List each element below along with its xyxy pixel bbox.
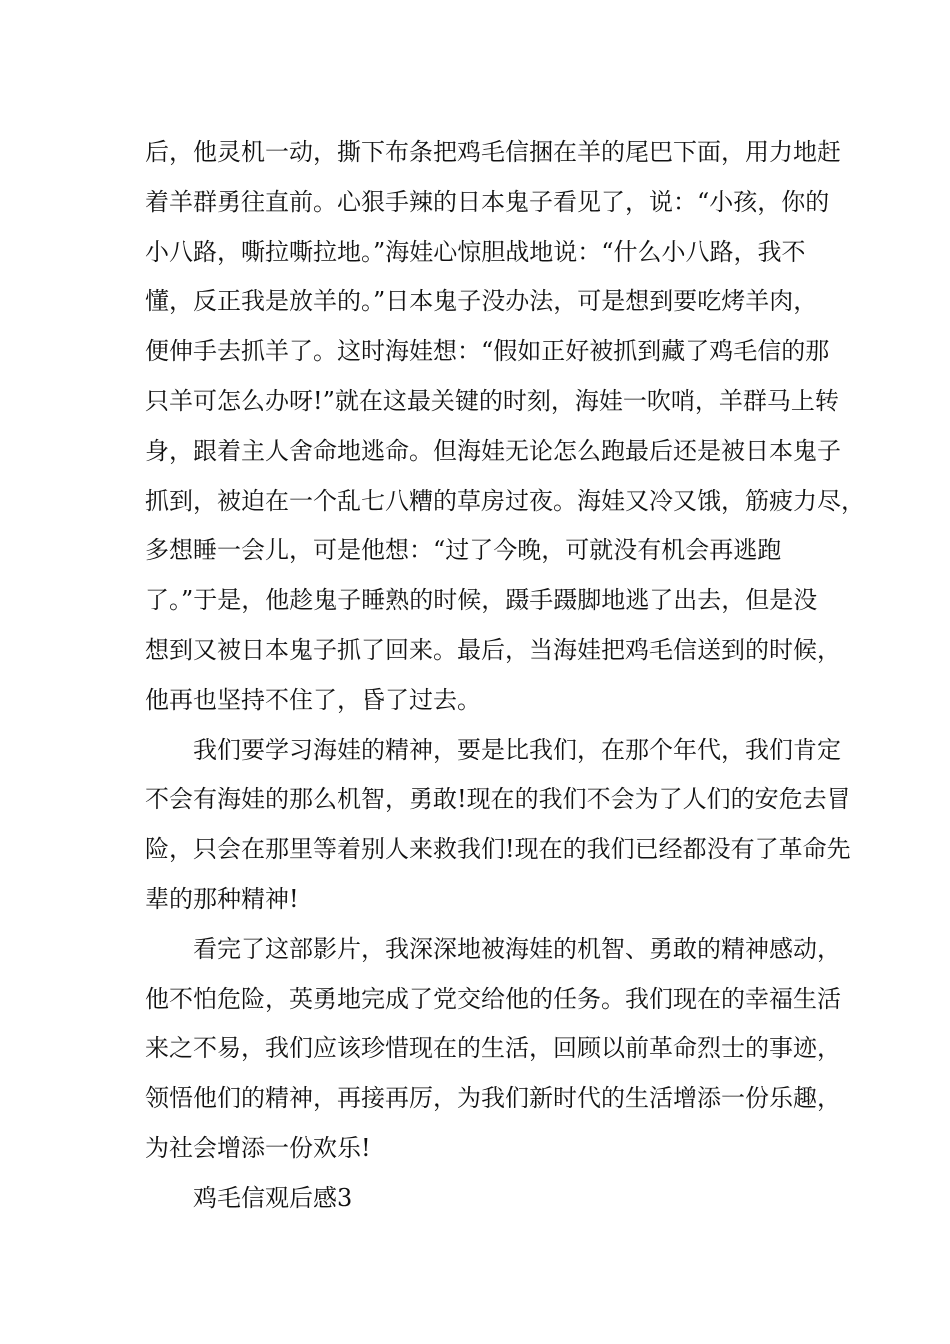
text-line: 他再也坚持不住了，昏了过去。 <box>145 685 481 714</box>
text-line: 不会有海娃的那么机智，勇敢!现在的我们不会为了人们的安危去冒 <box>145 785 851 814</box>
text-line: 懂，反正我是放羊的。”日本鬼子没办法，可是想到要吃烤羊肉， <box>145 287 818 316</box>
text-line: 后，他灵机一动，撕下布条把鸡毛信捆在羊的尾巴下面，用力地赶 <box>145 138 841 166</box>
paragraph-start-line: 看完了这部影片，我深深地被海娃的机智、勇敢的精神感动， <box>193 934 841 963</box>
text-line: 小八路，嘶拉嘶拉地。”海娃心惊胆战地说：“什么小八路，我不 <box>145 237 806 266</box>
text-line: 着羊群勇往直前。心狠手辣的日本鬼子看见了，说：“小孩，你的 <box>145 187 830 216</box>
text-line: 便伸手去抓羊了。这时海娃想：“假如正好被抓到藏了鸡毛信的那 <box>145 337 830 366</box>
text-line: 只羊可怎么办呀!”就在这最关键的时刻，海娃一吹哨，羊群马上转 <box>145 386 839 415</box>
text-line: 辈的那种精神! <box>145 884 299 913</box>
text-line: 领悟他们的精神，再接再厉，为我们新时代的生活增添一份乐趣， <box>145 1084 841 1113</box>
section-heading: 鸡毛信观后感3 <box>193 1183 353 1212</box>
text-line: 身，跟着主人舍命地逃命。但海娃无论怎么跑最后还是被日本鬼子 <box>145 436 841 465</box>
text-line: 他不怕危险，英勇地完成了党交给他的任务。我们现在的幸福生活 <box>145 984 841 1013</box>
text-line: 抓到，被迫在一个乱七八糟的草房过夜。海娃又冷又饿，筋疲力尽， <box>145 486 865 515</box>
text-line: 为社会增添一份欢乐! <box>145 1133 371 1162</box>
text-line: 来之不易，我们应该珍惜现在的生活，回顾以前革命烈士的事迹， <box>145 1034 841 1063</box>
text-line: 了。”于是，他趁鬼子睡熟的时候，蹑手蹑脚地逃了出去，但是没 <box>145 586 818 615</box>
text-line: 险，只会在那里等着别人来救我们!现在的我们已经都没有了革命先 <box>145 835 851 864</box>
paragraph-start-line: 我们要学习海娃的精神，要是比我们，在那个年代，我们肯定 <box>193 735 841 764</box>
text-line: 想到又被日本鬼子抓了回来。最后，当海娃把鸡毛信送到的时候， <box>145 635 841 664</box>
document-body <box>145 128 865 1224</box>
text-line: 多想睡一会儿，可是他想：“过了今晚，可就没有机会再逃跑 <box>145 536 782 565</box>
